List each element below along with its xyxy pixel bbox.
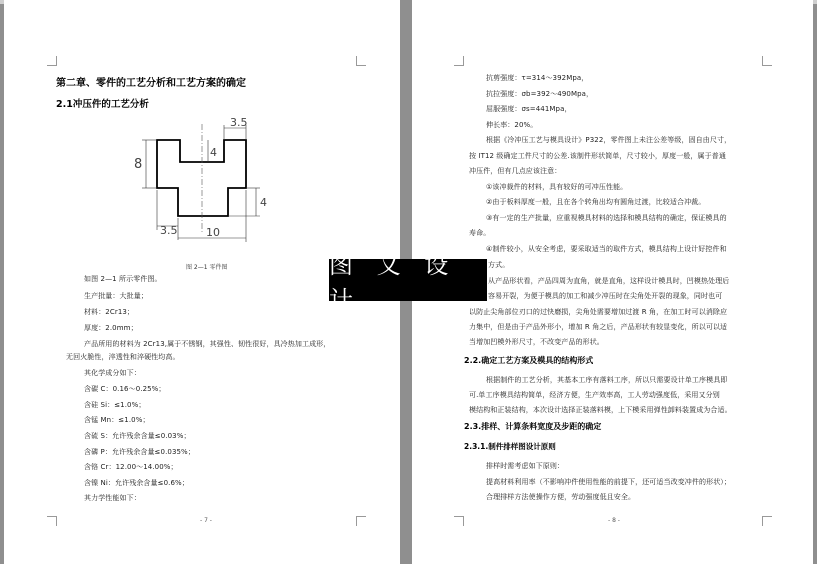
body-line: 含铬 Cr：12.00～14.00%； [84, 463, 178, 471]
chapter-title: 第二章、零件的工艺分析和工艺方案的确定 [56, 78, 246, 89]
body-line: ②由于板料厚度一般，且在各个转角出均有圆角过渡，比较适合冲裁。 [486, 198, 706, 206]
body-line: ①该冲裁件的材料，具有较好的可冲压性能。 [486, 183, 628, 191]
page-number: - 7 - [200, 517, 212, 524]
body-line: 从产品形状看，产品四周为直角，就是直角，这样设计模具时，凹模热处理后 [488, 277, 730, 285]
body-line: 抗剪强度：τ=314～392Mpa， [486, 74, 589, 82]
section-title-2-3: 2.3.排样、计算条料宽度及步距的确定 [464, 422, 602, 431]
body-line: 含碳 C：0.16～0.25%； [84, 385, 166, 393]
margin-mark-top-right [356, 56, 366, 66]
body-line: 其化学成分如下： [84, 369, 141, 377]
section-title-2-3-1: 2.3.1.制件排样图设计原则 [464, 442, 556, 451]
dim-inner: 4 [210, 146, 217, 159]
body-line: 按 IT12 级确定工件尺寸的公差.该制件形状简单，尺寸较小，厚度一般，属于普通 [469, 152, 726, 160]
dim-bottom: 10 [206, 226, 220, 239]
body-line: 其力学性能如下： [84, 494, 141, 502]
body-line: 合理排样方法使操作方便，劳动强度低且安全。 [486, 493, 636, 501]
body-line: 排样时需考虑如下原则： [486, 462, 565, 470]
section-title-2-1: 2.1冲压件的工艺分析 [56, 99, 149, 110]
body-line: 以防止尖角部位刃口的过快磨损，尖角处需要增加过渡 R 角，在加工时可以消除应 [469, 308, 728, 316]
body-line: 无回火脆性，淬透性和淬硬性均高。 [66, 353, 180, 361]
body-line: 寿命。 [469, 229, 491, 237]
body-line: 抗拉强度：σb=392～490Mpa， [486, 90, 594, 98]
body-line: 根据《冷冲压工艺与模具设计》P322，零件图上未注公差等级，固自由尺寸， [486, 136, 732, 144]
body-line: 可.单工序模具结构简单，经济方便，生产效率高，工人劳动强度低，采用又分别 [469, 391, 720, 399]
margin-mark-top-right [762, 56, 772, 66]
body-line: 含锰 Mn：≤1.0%； [84, 416, 150, 424]
body-line: 厚度：2.0mm； [84, 324, 138, 332]
dim-bottom-small: 3.5 [160, 224, 178, 237]
body-line: 含磷 P：允许残余含量≤0.035%； [84, 448, 195, 456]
margin-mark-bottom-left [454, 516, 464, 526]
body-line: 材料：2Cr13； [84, 308, 135, 316]
watermark-banner: 图 文 设 计 [329, 259, 487, 301]
figure-caption: 图 2—1 零件图 [186, 264, 228, 271]
section-title-2-2: 2.2.确定工艺方案及模具的结构形式 [464, 356, 594, 365]
body-line: 含镍 Ni：允许残余含量≤0.6%； [84, 479, 189, 487]
body-line: 提高材料利用率（不影响冲件使用性能的前提下，还可适当改变冲件的形状）； [486, 478, 731, 486]
body-line: 产品所用的材料为 2Cr13,属于不锈钢，其强性、韧性很好，具冷热加工成形， [84, 340, 331, 348]
body-line: 伸长率：20%。 [486, 121, 538, 129]
body-line: 生产批量：大批量； [84, 292, 148, 300]
page-number: - 8 - [608, 517, 620, 524]
body-line: 方式。 [488, 261, 510, 269]
part-drawing-detail [132, 116, 282, 251]
margin-mark-top-left [47, 56, 57, 66]
body-line: ④制件较小，从安全考虑，要采取适当的取件方式，模具结构上设计好控件和 [486, 245, 727, 253]
body-line: 屈服强度：σs=441Mpa， [486, 105, 572, 113]
dim-right: 4 [260, 196, 267, 209]
margin-mark-bottom-left [47, 516, 57, 526]
body-line: 力集中，但是由于产品外形小，增加 R 角之后，产品形状有较显变化，所以可以适 [469, 323, 728, 331]
body-line: 如图 2—1 所示零件图。 [84, 275, 162, 283]
body-line: 冲压件，但有几点应该注意： [469, 167, 562, 175]
body-line: 含硫 S：允许残余含量≤0.03%； [84, 432, 191, 440]
margin-mark-top-left [454, 56, 464, 66]
body-line: ③有一定的生产批量，应重视模具材料的选择和模具结构的确定，保证模具的 [486, 214, 727, 222]
body-line: 根据制件的工艺分析，其基本工序有落料工序，所以只需要设计单工序模具即 [486, 376, 728, 384]
body-line: 当增加凹模外形尺寸，不改变产品的形状。 [469, 338, 604, 346]
dim-top: 3.5 [230, 116, 248, 129]
margin-mark-bottom-right [762, 516, 772, 526]
body-line: 模结构和正装结构，本次设计选择正装落料模，上下模采用弹性卸料装置成为合适。 [469, 406, 732, 414]
dim-left: 8 [134, 157, 143, 172]
body-line: 含硅 Si：≤1.0%； [84, 401, 146, 409]
body-line: 容易开裂，为便于模具的加工和减少冲压时在尖角处开裂的现象，同时也可 [488, 292, 723, 300]
margin-mark-bottom-right [356, 516, 366, 526]
